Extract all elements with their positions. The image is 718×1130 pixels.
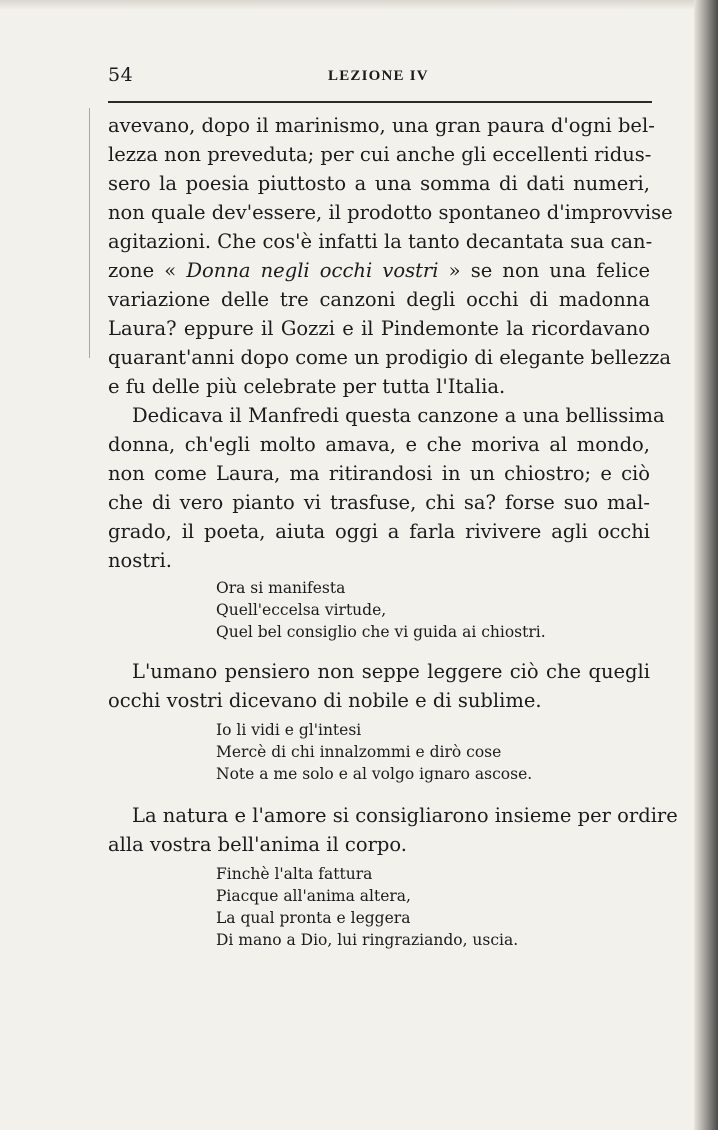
header-rule: [108, 101, 652, 103]
text-line: La natura e l'amore si consigliarono insieme per ordire: [132, 804, 678, 827]
verse-line: Mercè di chi innalzommi e dirò cose: [216, 743, 502, 761]
margin-pencil-mark: [89, 108, 90, 358]
text-segment: zone «: [108, 259, 187, 282]
page-header: [108, 60, 650, 94]
verse-line: Quel bel consiglio che vi guida ai chiostri.: [216, 623, 546, 641]
verse-line: Note a me solo e al volgo ignaro ascose.: [216, 765, 533, 783]
text-line: non come Laura, ma ritirandosi in un chiostro; e ciò: [108, 462, 650, 485]
verse-line: La qual pronta e leggera: [216, 909, 411, 927]
text-line: variazione delle tre canzoni degli occhi di madonna: [108, 288, 650, 311]
text-line: [108, 257, 650, 285]
text-line: agitazioni. Che cos'è infatti la tanto decantata sua can-: [108, 230, 653, 253]
text-line: grado, il poeta, aiuta oggi a farla rivivere agli occhi: [108, 520, 650, 543]
text-line: sero la poesia piuttosto a una somma di dati numeri,: [108, 172, 650, 195]
text-line: Dedicava il Manfredi questa canzone a una bellissima: [132, 404, 665, 427]
italic-title: Donna negli occhi vostri: [186, 259, 439, 282]
text-segment: » se non una felice: [438, 259, 650, 282]
text-line: avevano, dopo il marinismo, una gran paura d'ogni bel-: [108, 114, 655, 137]
text-line: occhi vostri dicevano di nobile e di sublime.: [108, 689, 542, 712]
text-line: non quale dev'essere, il prodotto spontaneo d'improvvise: [108, 201, 673, 224]
page-top-shadow: [0, 0, 718, 10]
text-line: alla vostra bell'anima il corpo.: [108, 833, 407, 856]
running-head: LEZIONE IV: [328, 68, 429, 84]
text-line: donna, ch'egli molto amava, e che moriva al mondo,: [108, 433, 650, 456]
verse-line: Io li vidi e gl'intesi: [216, 721, 362, 739]
verse-line: Quell'eccelsa virtude,: [216, 601, 387, 619]
verse-line: Finchè l'alta fattura: [216, 865, 373, 883]
page-number: 54: [108, 64, 134, 86]
text-line: nostri.: [108, 549, 172, 572]
page-edge-shadow: [694, 0, 718, 1130]
text-line: lezza non preveduta; per cui anche gli eccellenti ridus-: [108, 143, 652, 166]
verse-line: Piacque all'anima altera,: [216, 887, 411, 905]
text-line: L'umano pensiero non seppe leggere ciò che quegli: [132, 660, 650, 683]
verse-line: Di mano a Dio, lui ringraziando, uscia.: [216, 931, 519, 949]
text-line: Laura? eppure il Gozzi e il Pindemonte la ricordavano: [108, 317, 650, 340]
text-line: che di vero pianto vi trasfuse, chi sa? forse suo mal-: [108, 491, 650, 514]
verse-line: Ora si manifesta: [216, 579, 346, 597]
text-line: e fu delle più celebrate per tutta l'Italia.: [108, 375, 506, 398]
text-line: quarant'anni dopo come un prodigio di elegante bellezza: [108, 346, 672, 369]
